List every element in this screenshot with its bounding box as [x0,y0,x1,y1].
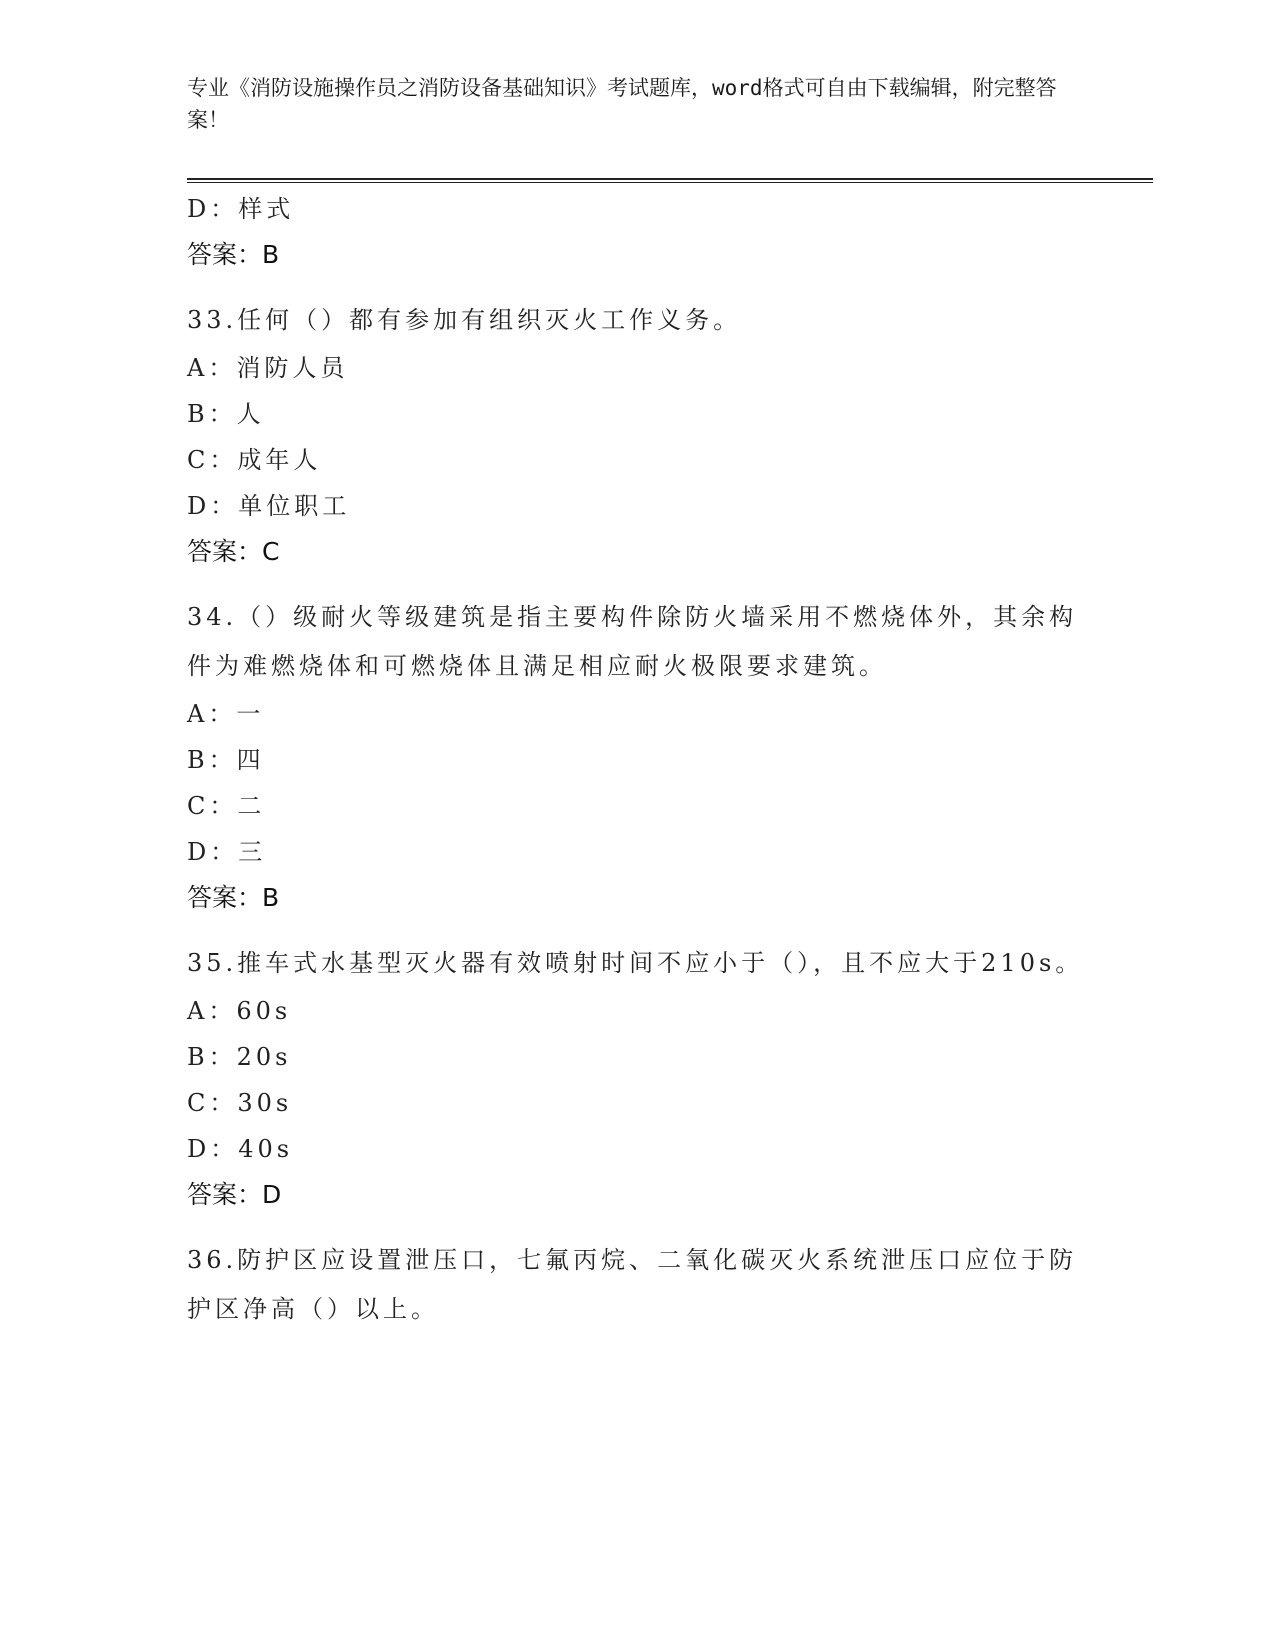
question-32-continued [187,186,1087,278]
answer-label: 答案：B [187,240,280,269]
question-text: 36.防护区应设置泄压口，七氟丙烷、二氧化碳灭火系统泄压口应位于防护区净高（）以上。 [187,1246,1078,1323]
question-text: 35.推车式水基型灭火器有效喷射时间不应小于（），且不应大于210s。 [187,949,1084,977]
option-b: B：20s [187,1043,292,1071]
question-35 [187,939,1087,1218]
option-d: D：单位职工 [187,492,351,520]
question-text: 34.（）级耐火等级建筑是指主要构件除防火墙采用不燃烧体外，其余构件为难燃烧体和可燃烧体且满足相应耐火极限要求建筑。 [187,603,1078,680]
option-b: B：四 [187,746,265,774]
document-header: 专业《消防设施操作员之消防设备基础知识》考试题库，word格式可自由下载编辑，附完整答案！ [187,76,1057,132]
option-d: D：三 [187,838,267,866]
question-34 [187,593,1087,921]
option-c: C：成年人 [187,446,322,474]
option-c: C：30s [187,1089,293,1117]
option-d: D：样式 [187,195,295,223]
question-list [187,186,1087,1334]
question-text: 33.任何（）都有参加有组织灭火工作义务。 [187,306,742,334]
answer-label: 答案：C [187,537,280,566]
option-b: B：人 [187,400,265,428]
option-d: D：40s [187,1135,294,1163]
option-c: C：二 [187,792,266,820]
answer-label: 答案：B [187,883,280,912]
header-divider-thin [187,182,1153,183]
answer-label: 答案：D [187,1180,282,1209]
option-a: A：一 [187,700,265,728]
question-33 [187,296,1087,575]
option-a: A：60s [187,997,292,1025]
option-a: A：消防人员 [187,354,349,382]
header-divider-thick [187,178,1153,180]
question-36 [187,1236,1087,1334]
